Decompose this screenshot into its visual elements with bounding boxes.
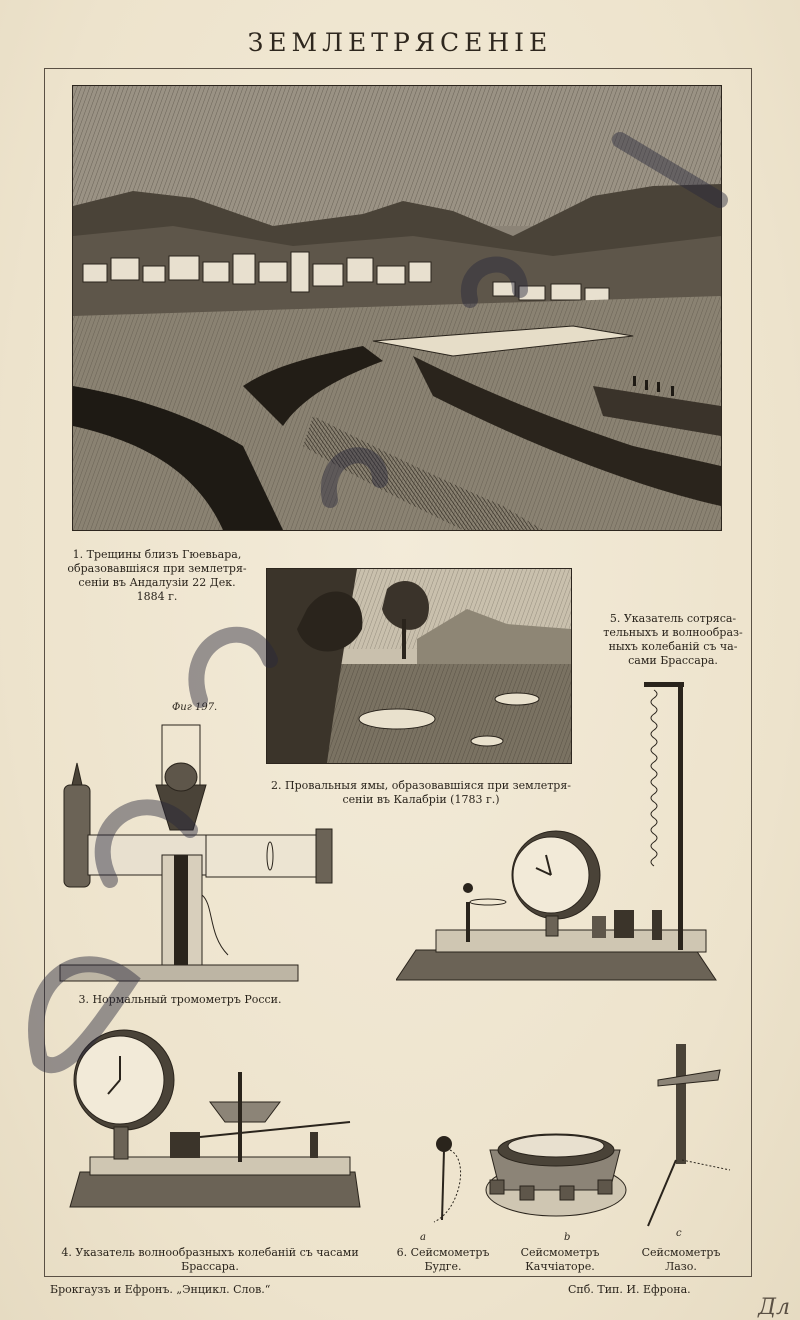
figure-3-caption: 3. Нормальный тромометръ Росси. xyxy=(78,993,282,1006)
figure-6a-letter: a xyxy=(420,1232,426,1243)
figure-5-caption-line: ныхъ колебаній съ ча- xyxy=(608,640,738,653)
figure-6b-caption-line: Сейсмометръ xyxy=(520,1246,600,1259)
figure-4-caption xyxy=(40,1246,380,1274)
figure-6c-letter: c xyxy=(676,1228,682,1239)
figure-1-caption-line: сеніи въ Андалузіи 22 Дек. xyxy=(78,576,236,589)
figure-6b-letter: b xyxy=(564,1232,571,1243)
figure-5-caption-line: 5. Указатель сотряса- xyxy=(609,612,737,625)
figure-6b-caption xyxy=(500,1246,620,1274)
margin-handwriting: Дл xyxy=(758,1295,790,1320)
figure-6-drawing xyxy=(420,1040,740,1230)
figure-4-caption-line: 4. Указатель волнообразныхъ колебаній съ часами xyxy=(61,1246,359,1259)
figure-6a-caption-line: Будге. xyxy=(424,1260,462,1273)
figure-1-caption xyxy=(52,548,262,604)
figure-4-drawing xyxy=(60,1022,370,1232)
footer-printer: Спб. Тип. И. Ефрона. xyxy=(568,1283,691,1296)
footer-publisher: Брокгаузъ и Ефронъ. „Энцикл. Слов.“ xyxy=(50,1283,271,1296)
figure-5-drawing xyxy=(396,680,726,1020)
figure-1-engraving xyxy=(72,85,722,531)
page-title: ЗЕМЛЕТРЯСЕНІЕ xyxy=(247,28,553,57)
figure-4-caption-line: Брассара. xyxy=(181,1260,239,1273)
figure-6b-caption-line: Каччіаторе. xyxy=(525,1260,595,1273)
figure-6c-caption-line: Сейсмометръ xyxy=(641,1246,721,1259)
figure-1-caption-line: образовавшіяся при землетря- xyxy=(67,562,247,575)
figure-5-caption-line: тельныхъ и волнообраз- xyxy=(603,626,743,639)
figure-5-caption xyxy=(588,612,758,668)
figure-5-caption-line: сами Брассара. xyxy=(628,654,718,667)
figure-1-caption-line: 1884 г. xyxy=(136,590,178,603)
figure-6c-caption-line: Лазо. xyxy=(665,1260,697,1273)
figure-2-caption-line: сеніи въ Калабріи (1783 г.) xyxy=(342,793,500,806)
figure-3-label: Фиг 197. xyxy=(172,702,218,713)
figure-6c-caption xyxy=(626,1246,736,1274)
figure-6a-caption-line: 6. Сейсмометръ xyxy=(396,1246,490,1259)
figure-6a-caption xyxy=(388,1246,498,1274)
figure-1-caption-line: 1. Трещины близъ Гюевьара, xyxy=(72,548,242,561)
figure-2-caption-line: 2. Провальныя ямы, образовавшіяся при землетря- xyxy=(271,779,571,792)
figure-3-drawing xyxy=(58,715,348,985)
